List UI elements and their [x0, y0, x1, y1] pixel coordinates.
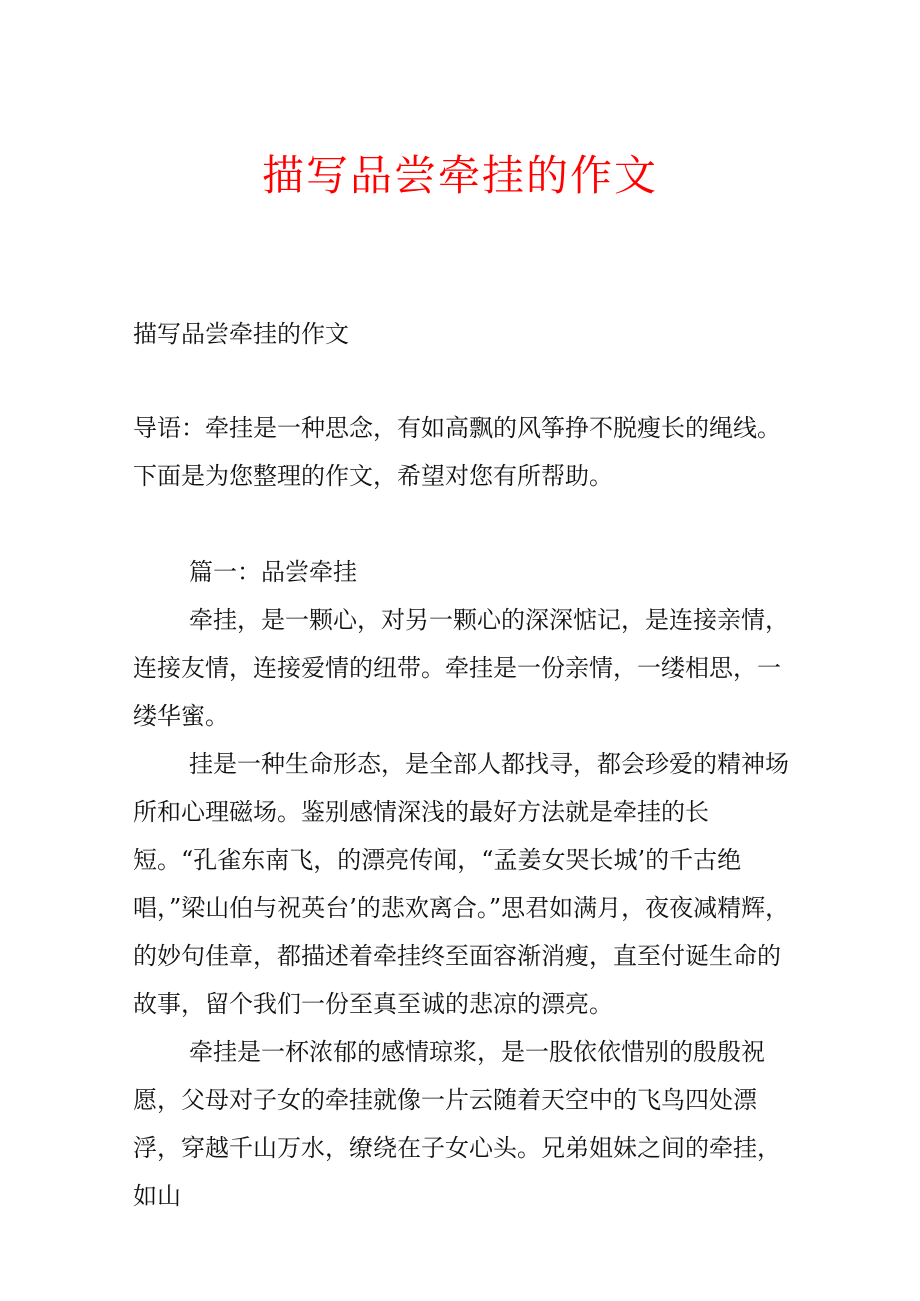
document-subtitle: 描写品尝牵挂的作文: [133, 320, 349, 348]
chapter-heading: 篇一：品尝牵挂: [189, 558, 357, 586]
body-paragraph-2: 挂是一种生命形态，是全部人都找寻，都会珍爱的精神场所和心理磁场。鉴别感情深浅的最好方法就是牵挂的长短。“孔雀东南飞，的漂亮传闻，“孟姜女哭长城’的千古绝唱，”梁山伯与祝英台’的悲欢离合。”思君如满月，夜夜减精辉，的妙句佳章，都描述着牵挂终至面容渐消瘦，直至付诞生命的故事，留个我们一份至真至诚的悲凉的漂亮。: [133, 750, 790, 1018]
body-paragraph-1: 牵挂，是一颗心，对另一颗心的深深惦记，是连接亲情，连接友情，连接爱情的纽带。牵挂是一份亲情，一缕相思，一缕华蜜。: [133, 606, 789, 730]
body-paragraph-3: 牵挂是一杯浓郁的感情琼浆，是一股依依惜别的殷殷祝愿，父母对子女的牵挂就像一片云随着天空中的飞鸟四处漂浮，穿越千山万水，缭绕在子女心头。兄弟姐妹之间的牵挂，如山: [133, 1038, 781, 1210]
intro-paragraph: 导语：牵挂是一种思念，有如高飘的风筝挣不脱瘦长的绳线。下面是为您整理的作文，希望对您有所帮助。: [133, 414, 781, 490]
document-title: 描写品尝牵挂的作文: [261, 151, 658, 200]
